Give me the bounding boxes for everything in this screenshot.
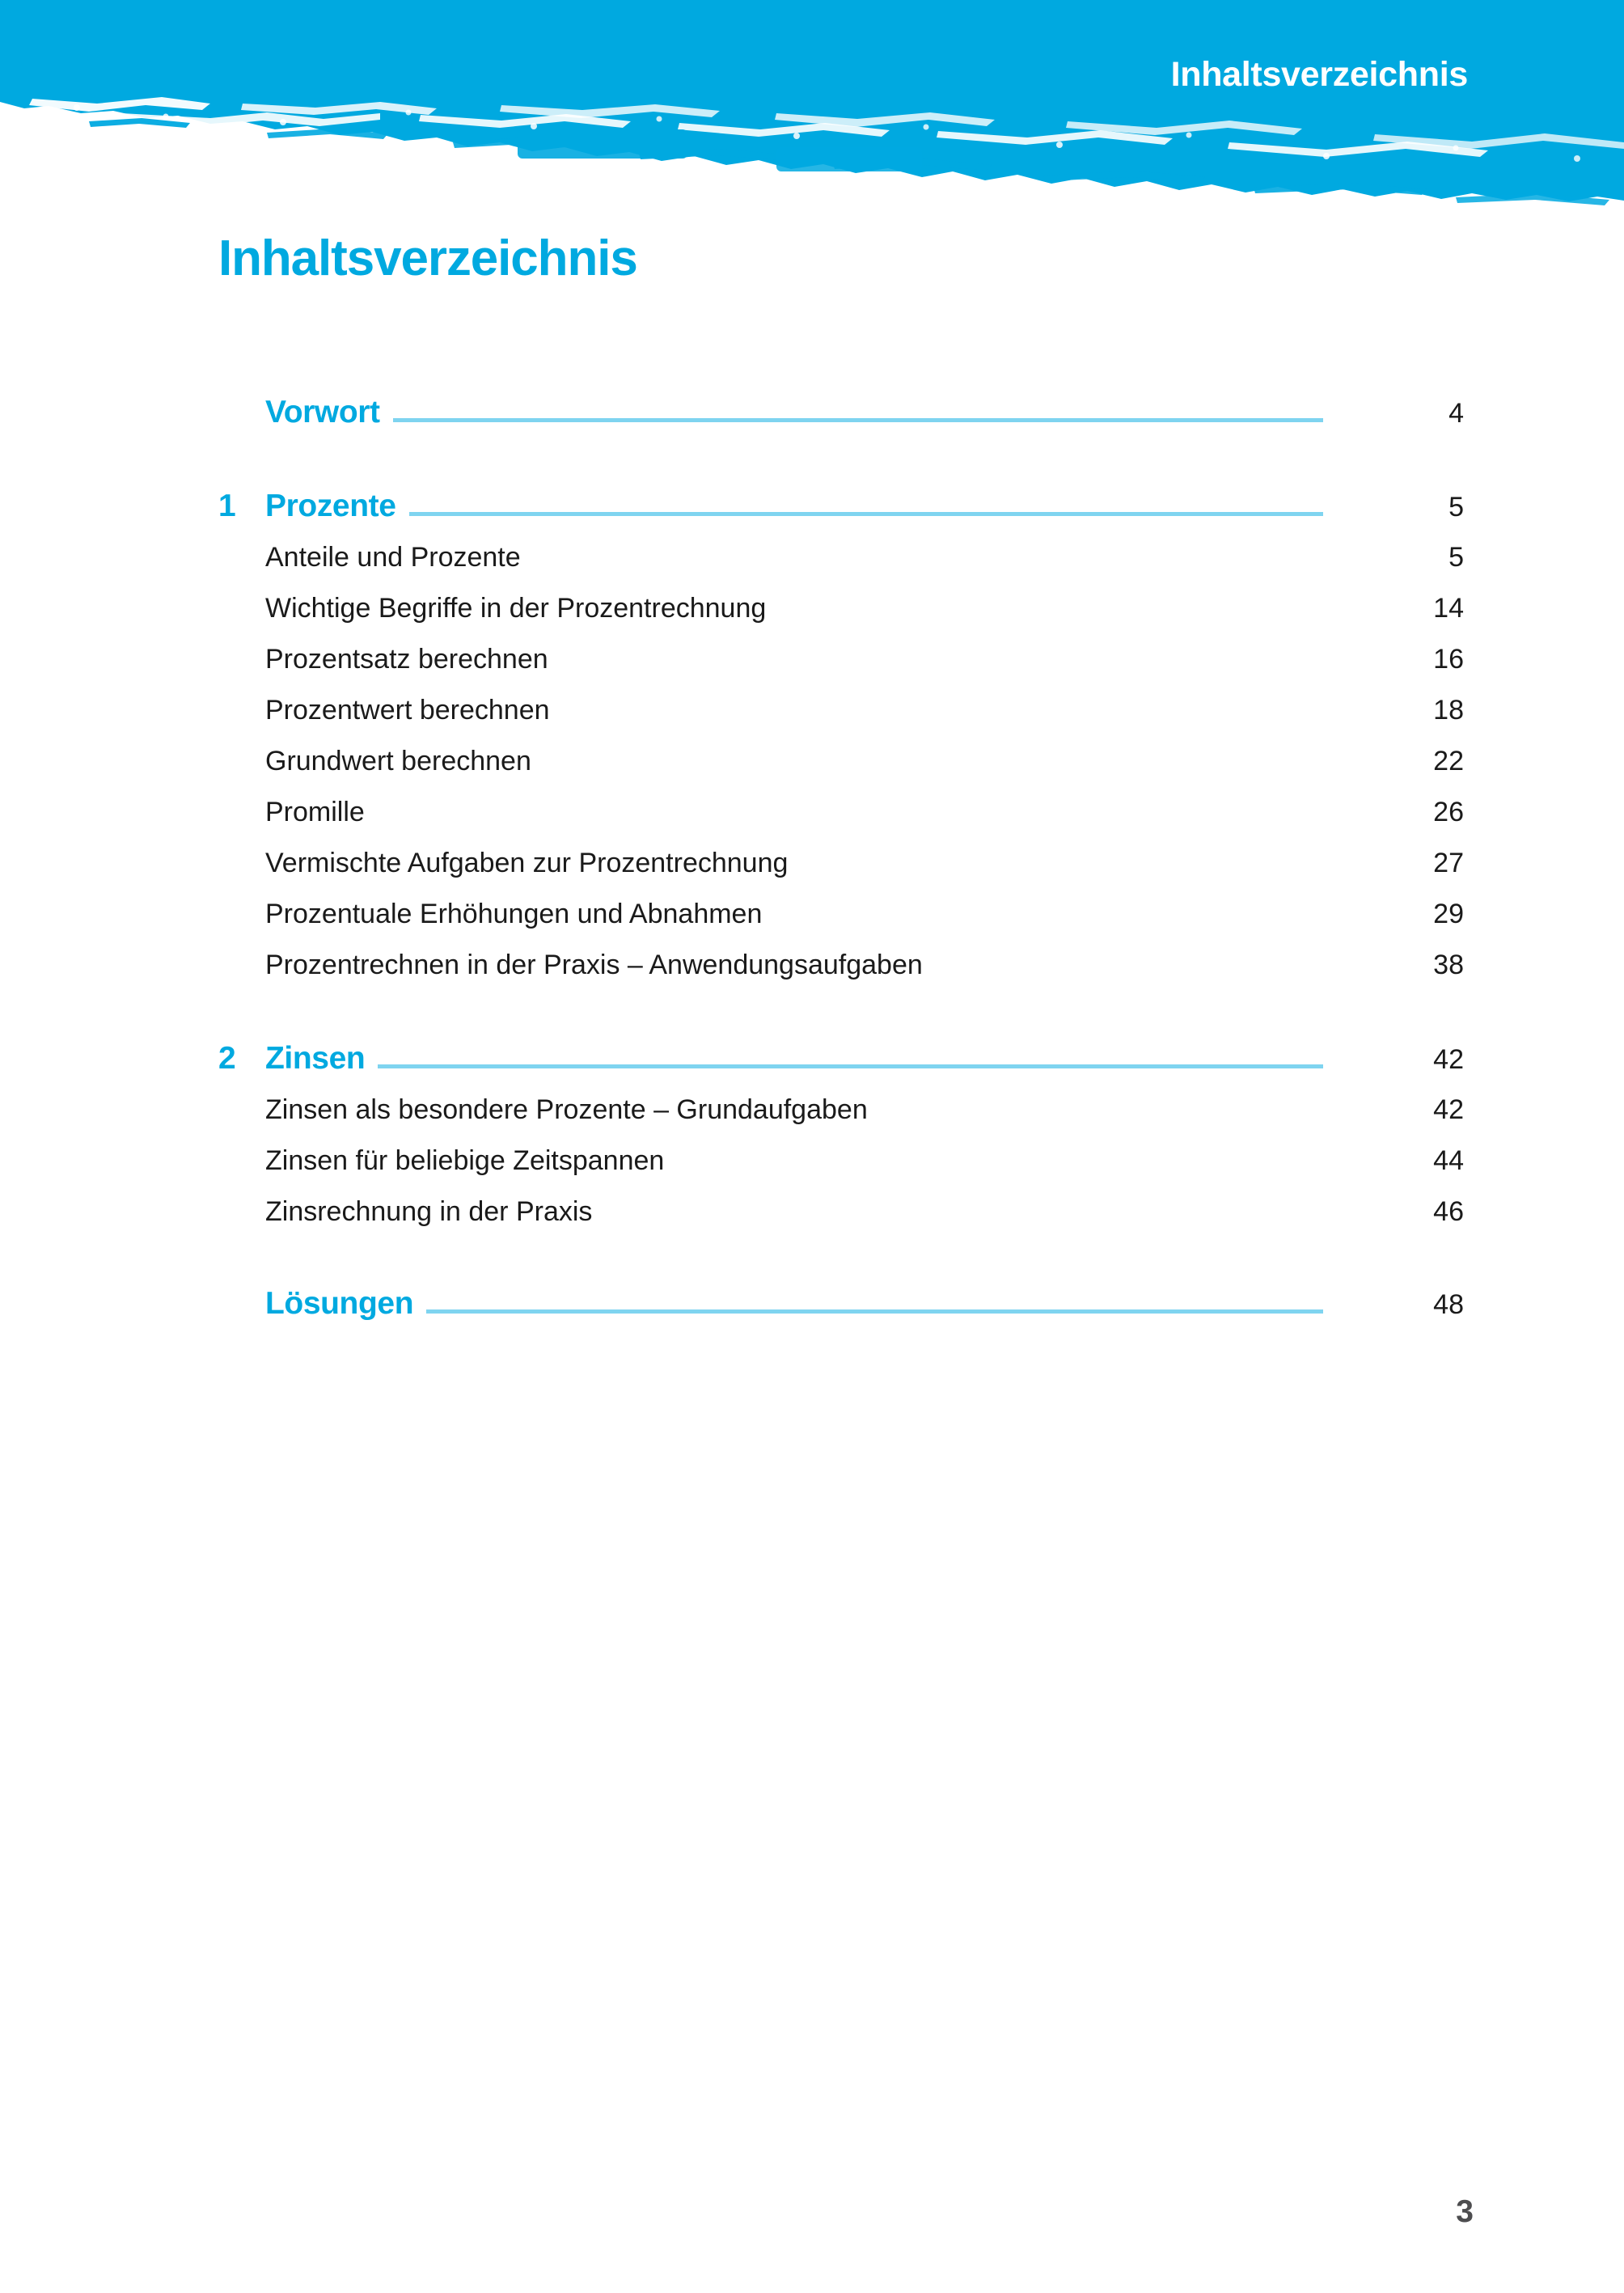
table-of-contents [218, 396, 1464, 1341]
toc-page-number: 44 [1433, 1145, 1464, 1176]
toc-major-label: Prozente [265, 489, 396, 523]
leader-line [393, 421, 1401, 422]
toc-sub-label: Vermischte Aufgaben zur Prozentrechnung [265, 848, 789, 878]
toc-sub-label: Prozentuale Erhöhungen und Abnahmen [265, 899, 763, 929]
toc-entry-loesungen[interactable] [218, 1288, 1464, 1341]
toc-major-label: Zinsen [265, 1041, 366, 1076]
toc-sub-entry[interactable] [218, 696, 1464, 747]
toc-page-number: 4 [1448, 398, 1464, 429]
toc-sub-label: Prozentwert berechnen [265, 695, 550, 726]
toc-sub-label: Prozentrechnen in der Praxis – Anwendungsaufgaben [265, 950, 923, 980]
toc-page-number: 5 [1448, 542, 1464, 573]
toc-sub-entry[interactable] [218, 1198, 1464, 1249]
toc-page-number: 48 [1433, 1289, 1464, 1320]
running-header-title: Inhaltsverzeichnis [1170, 55, 1468, 94]
toc-entry-vorwort[interactable] [218, 396, 1464, 450]
toc-sub-entry[interactable] [218, 1147, 1464, 1198]
toc-sub-label: Zinsen als besondere Prozente – Grundaufgaben [265, 1094, 868, 1125]
toc-sub-entry[interactable] [218, 1096, 1464, 1147]
leader-line [426, 1313, 1401, 1314]
toc-chapter-group [218, 490, 1464, 1002]
brush-stroke-banner-icon [0, 0, 1624, 218]
toc-page-number: 26 [1433, 797, 1464, 827]
toc-chapter-group [218, 1043, 1464, 1249]
toc-sub-entry[interactable] [218, 900, 1464, 951]
toc-page-number: 5 [1448, 492, 1464, 522]
toc-sub-entry[interactable] [218, 645, 1464, 696]
toc-page-number: 16 [1433, 644, 1464, 675]
spacer [218, 450, 1464, 490]
toc-page-number: 46 [1433, 1196, 1464, 1227]
toc-sub-entry[interactable] [218, 594, 1464, 645]
toc-sub-label: Zinsen für beliebige Zeitspannen [265, 1145, 665, 1176]
toc-sub-entry[interactable] [218, 849, 1464, 900]
toc-page-number: 38 [1433, 950, 1464, 980]
page-title: Inhaltsverzeichnis [218, 231, 637, 286]
leader-line [409, 515, 1401, 516]
toc-major-label: Lösungen [265, 1286, 414, 1321]
toc-page-number: 14 [1433, 593, 1464, 624]
toc-major-label: Vorwort [265, 395, 380, 429]
toc-sub-entry[interactable] [218, 798, 1464, 849]
toc-page-number: 27 [1433, 848, 1464, 878]
toc-chapter-heading[interactable] [218, 490, 1464, 544]
toc-sub-label: Wichtige Begriffe in der Prozentrechnung [265, 593, 767, 624]
toc-sub-entry[interactable] [218, 747, 1464, 798]
toc-page-number: 29 [1433, 899, 1464, 929]
toc-page-number: 22 [1433, 746, 1464, 776]
page-header-banner [0, 0, 1624, 218]
toc-sub-entry[interactable] [218, 951, 1464, 1002]
toc-chapter-heading[interactable] [218, 1043, 1464, 1096]
toc-sub-label: Grundwert berechnen [265, 746, 531, 776]
toc-sub-label: Anteile und Prozente [265, 542, 521, 573]
spacer [218, 1249, 1464, 1288]
toc-sub-label: Zinsrechnung in der Praxis [265, 1196, 593, 1227]
spacer [218, 1002, 1464, 1043]
toc-page-number: 18 [1433, 695, 1464, 726]
toc-page-number: 42 [1433, 1044, 1464, 1075]
toc-number-prefix: 2 [218, 1041, 236, 1076]
toc-sub-label: Promille [265, 797, 365, 827]
toc-number-prefix: 1 [218, 489, 236, 523]
toc-sub-entry[interactable] [218, 544, 1464, 594]
toc-page-number: 42 [1433, 1094, 1464, 1125]
footer-page-number: 3 [1456, 2194, 1474, 2229]
toc-sub-label: Prozentsatz berechnen [265, 644, 548, 675]
